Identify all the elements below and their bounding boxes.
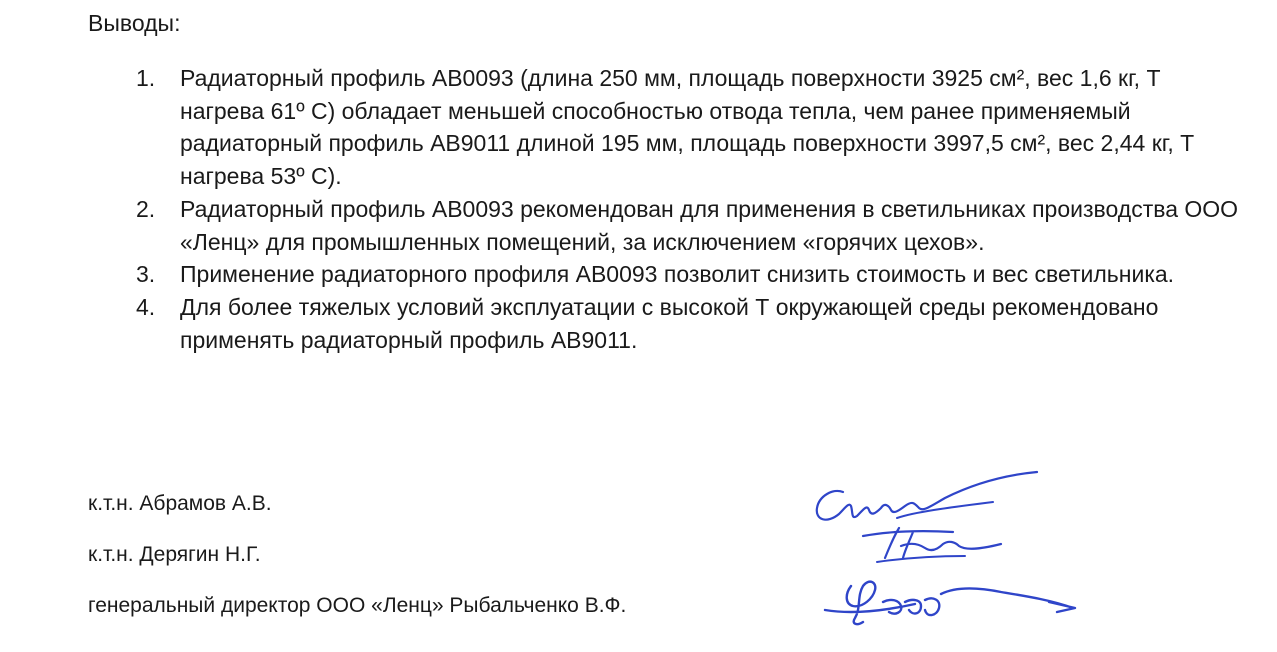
signers-list (88, 490, 626, 643)
handwritten-signatures (805, 462, 1095, 652)
signer-deryagin: к.т.н. Дерягин Н.Г. (88, 543, 261, 566)
conclusions-list (0, 62, 1277, 356)
conclusion-item (0, 258, 1240, 291)
conclusion-item (0, 62, 1240, 193)
conclusion-text: Радиаторный профиль АВ0093 (длина 250 мм, площадь поверхности 3925 см², вес 1,6 кг, Т нагрева 61º С) обладает меньшей способностью отвода тепла, чем ранее применяемый радиаторный профиль АВ9011 длиной 195 мм, площадь поверхности 3997,5 см², вес 2,44 кг, Т нагрева 53º С). (180, 65, 1195, 190)
conclusion-number: 3. (136, 261, 156, 288)
signer-rybalchenko: генеральный директор ООО «Ленц» Рыбальченко В.Ф. (88, 594, 627, 617)
conclusion-item (0, 291, 1240, 356)
signer-abramov: к.т.н. Абрамов А.В. (88, 492, 272, 515)
signature-deryagin (863, 528, 1001, 558)
conclusion-number: 2. (136, 195, 156, 222)
signature-abramov (817, 472, 1037, 520)
signature-rybalchenko (825, 582, 1075, 624)
conclusion-number: 4. (136, 293, 156, 320)
conclusion-item (0, 193, 1240, 258)
conclusion-text: Радиаторный профиль АВ0093 рекомендован для применения в светильниках производства ООО «Ленц» для промышленных помещений, за исключением «горячих цехов». (180, 195, 1239, 255)
conclusion-text: Применение радиаторного профиля АВ0093 позволит снизить стоимость и вес светильника. (180, 261, 1175, 288)
conclusion-text: Для более тяжелых условий эксплуатации с высокой Т окружающей среды рекомендовано применять радиаторный профиль АВ9011. (180, 293, 1159, 353)
conclusion-number: 1. (136, 65, 156, 91)
conclusions-heading: Выводы: (88, 10, 181, 36)
